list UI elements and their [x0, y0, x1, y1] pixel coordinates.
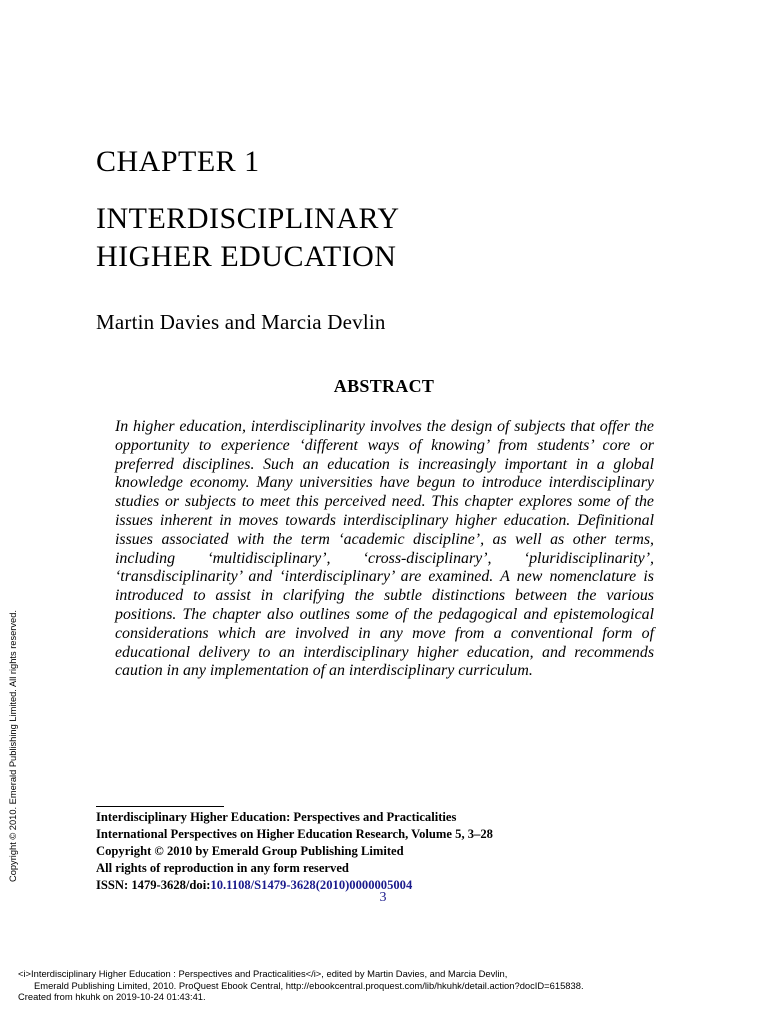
footnote-series: International Perspectives on Higher Education Research, Volume 5, 3–28: [96, 827, 493, 841]
citation-line: <i>Interdisciplinary Higher Education : Perspectives and Practicalities</i>, edited by Martin Davies, and Marcia Devlin,: [18, 968, 508, 979]
citation-footer: [18, 968, 758, 1003]
footnote: [96, 809, 656, 894]
abstract-body: In higher education, interdisciplinarity involves the design of subjects that offer the opportunity to experience ‘different ways of knowing’ from students’ core or preferred disciplines. Such an education is increasingly important in a global knowledge economy. Many universities have begun to introduce interdisciplinary studies or subjects to meet this perceived need. This chapter explores some of the issues inherent in moves towards interdisciplinary higher education. Definitional issues associated with the term ‘academic discipline’, as well as other terms, including ‘multidisciplinary’, ‘cross-disciplinary’, ‘pluridisciplinarity’, ‘transdisciplinarity’ and ‘interdisciplinary’ are examined. A new nomenclature is introduced to assist in clarifying the subtle distinctions between the various positions. The chapter also outlines some of the pedagogical and epistemological considerations which are involved in any move from a conventional form of educational delivery to an interdisciplinary higher education, and recommends caution in any implementation of an interdisciplinary curriculum.: [115, 418, 654, 680]
side-copyright-notice: Copyright © 2010. Emerald Publishing Limited. All rights reserved.: [8, 610, 18, 882]
chapter-label: CHAPTER 1: [96, 145, 260, 178]
footnote-rule: [96, 806, 224, 807]
citation-line: Emerald Publishing Limited, 2010. ProQuest Ebook Central, http://ebookcentral.proquest.com/lib/hkuhk/detail.action?docID=615838.: [34, 979, 584, 991]
chapter-title-line: HIGHER EDUCATION: [96, 240, 397, 273]
chapter-title: [96, 200, 400, 276]
page-number-text: 3: [379, 890, 387, 905]
chapter-title-line: INTERDISCIPLINARY: [96, 202, 400, 235]
authors: Martin Davies and Marcia Devlin: [96, 310, 386, 334]
abstract-heading-text: ABSTRACT: [333, 376, 435, 396]
issn-label: ISSN: 1479-3628/doi:: [96, 878, 211, 892]
abstract-heading: [0, 376, 768, 397]
page-number: [0, 890, 768, 906]
doi-link[interactable]: 10.1108/S1479-3628(2010)0000005004: [210, 878, 413, 892]
citation-line: Created from hkuhk on 2019-10-24 01:43:41.: [18, 991, 206, 1003]
footnote-book-title: Interdisciplinary Higher Education: Perspectives and Practicalities: [96, 810, 457, 824]
footnote-rights: All rights of reproduction in any form reserved: [96, 861, 349, 875]
footnote-copyright: Copyright © 2010 by Emerald Group Publishing Limited: [96, 844, 404, 858]
